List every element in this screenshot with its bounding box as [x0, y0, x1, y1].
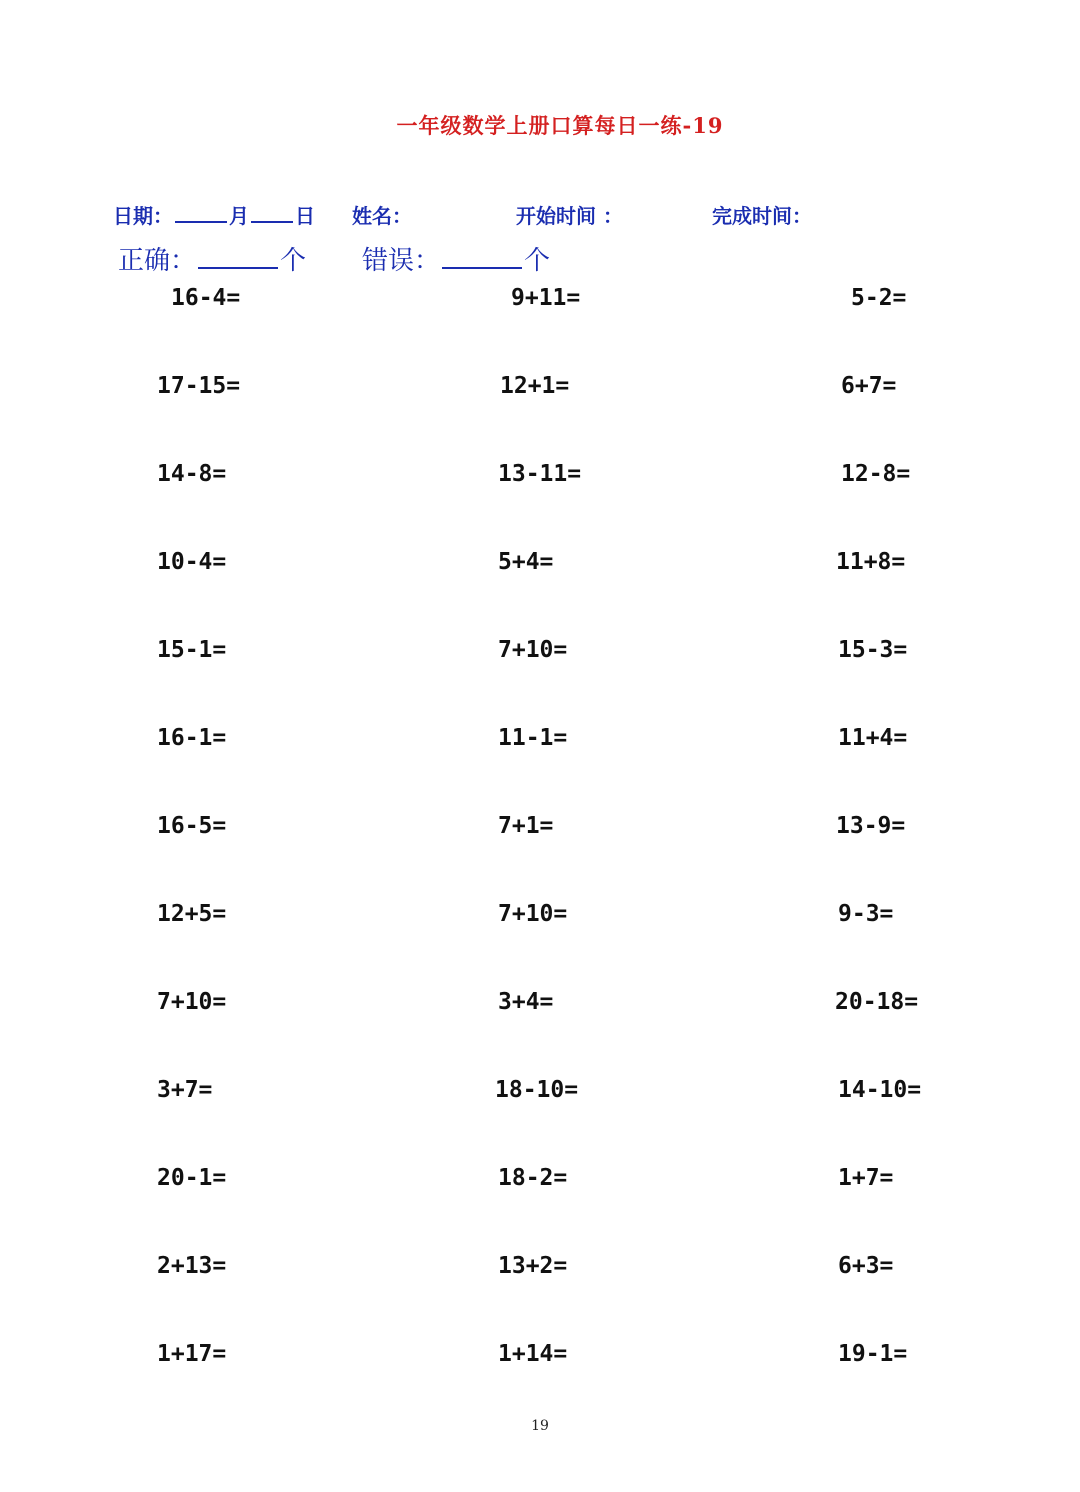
problem: 13+2= [498, 1253, 568, 1279]
problem: 7+10= [157, 989, 227, 1015]
problem: 17-15= [157, 373, 241, 399]
finish-time-label: 完成时间： [712, 204, 812, 228]
problem: 7+10= [498, 637, 568, 663]
day-label: 日 [295, 204, 315, 228]
problem: 11+8= [836, 549, 906, 575]
wrong-label: 错误： [362, 246, 441, 276]
correct-blank[interactable] [198, 266, 278, 269]
problem: 3+7= [157, 1077, 213, 1103]
problem: 16-4= [171, 285, 241, 311]
problem: 9-3= [838, 901, 894, 927]
problem: 12+1= [500, 373, 570, 399]
problem: 6+7= [841, 373, 897, 399]
problem: 14-8= [157, 461, 227, 487]
problem: 3+4= [498, 989, 554, 1015]
worksheet-title: 一年级数学上册口算每日一练-19 [396, 113, 724, 138]
problem: 16-1= [157, 725, 227, 751]
problem: 5+4= [498, 549, 554, 575]
problem: 18-10= [495, 1077, 579, 1103]
problem: 1+7= [838, 1165, 894, 1191]
problem: 5-2= [851, 285, 907, 311]
correct-label: 正确： [118, 246, 197, 276]
date-field [113, 200, 315, 229]
problem: 6+3= [838, 1253, 894, 1279]
problem: 13-11= [498, 461, 582, 487]
problem: 1+17= [157, 1341, 227, 1367]
problem: 7+1= [498, 813, 554, 839]
problem: 20-1= [157, 1165, 227, 1191]
month-label: 月 [229, 204, 249, 228]
problem: 13-9= [836, 813, 906, 839]
problem: 15-1= [157, 637, 227, 663]
problem: 19-1= [838, 1341, 908, 1367]
date-label: 日期： [113, 204, 173, 228]
problem: 12-8= [841, 461, 911, 487]
problem: 11-1= [498, 725, 568, 751]
problem: 11+4= [838, 725, 908, 751]
start-time-label: 开始时间 ： [516, 204, 623, 228]
day-blank[interactable] [251, 220, 293, 223]
correct-unit: 个 [280, 246, 307, 276]
wrong-field [362, 240, 550, 277]
problem: 14-10= [838, 1077, 922, 1103]
page-number: 19 [531, 1418, 549, 1434]
problem: 2+13= [157, 1253, 227, 1279]
problem: 18-2= [498, 1165, 568, 1191]
problem: 10-4= [157, 549, 227, 575]
problem: 16-5= [157, 813, 227, 839]
wrong-blank[interactable] [442, 266, 522, 269]
month-blank[interactable] [175, 220, 227, 223]
correct-field [118, 240, 306, 277]
wrong-unit: 个 [524, 246, 551, 276]
name-label: 姓名： [352, 204, 412, 228]
problem: 9+11= [511, 285, 581, 311]
problem: 15-3= [838, 637, 908, 663]
problem: 12+5= [157, 901, 227, 927]
problem: 7+10= [498, 901, 568, 927]
problem: 20-18= [835, 989, 919, 1015]
problem: 1+14= [498, 1341, 568, 1367]
